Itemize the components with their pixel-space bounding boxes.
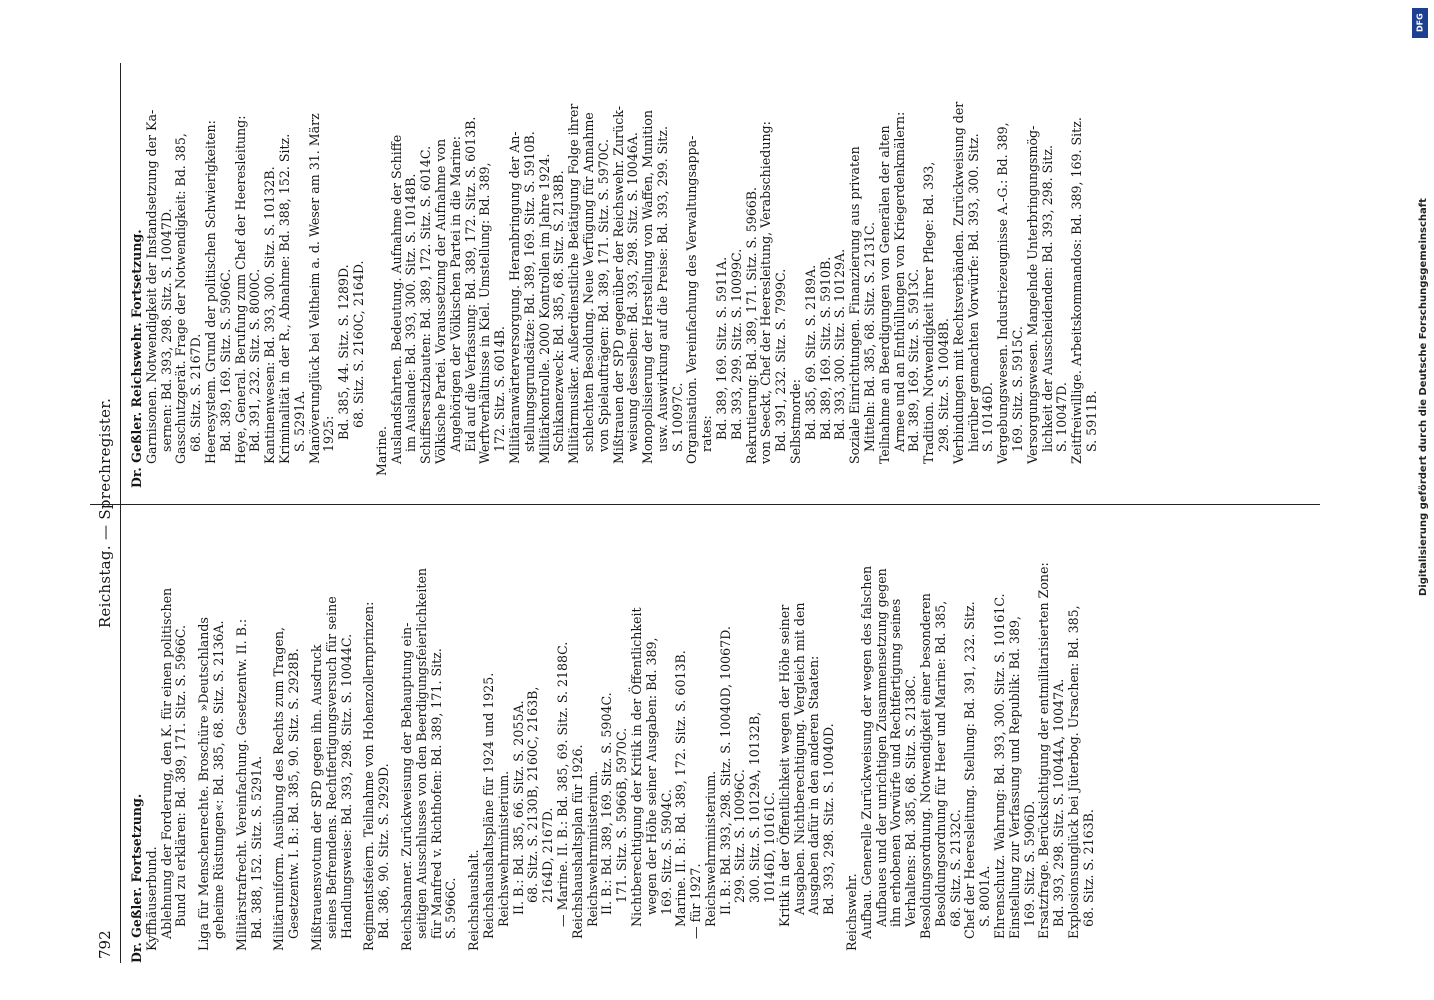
index-line: Gesetzentw. I. B.: Bd. 385, 90. Sitz. S. 2928B. [286,648,302,939]
index-line: Handlungsweise: Bd. 393, 298. Sitz. S. 10044C. [338,633,354,939]
index-line: Monopolisierung der Herstellung von Waffen, Munition [640,109,656,464]
index-line: 298. Sitz. S. 10048B. [936,318,952,452]
index-line: Kyffhäuserbund. [143,846,159,951]
index-line: II. B.: Bd. 389, 169. Sitz. S. 5904C. [599,692,615,915]
index-line: ihn erhobenen Vorwürfe und Rechtfertigung seines [888,598,904,927]
index-line: S. 10146D. [980,382,996,452]
index-line: usw. Auswirkung auf die Preise: Bd. 393, 299. Sitz. [654,125,670,452]
index-line: Rekrutierung: Bd. 389, 171. Sitz. S. 5966B. [743,186,759,464]
index-line: Reichswehrministerium. [495,770,511,927]
index-line: Gasschutzgerät. Frage der Notwendigkeit: Bd. 385, [173,133,189,464]
index-line: — Marine. II. B.: Bd. 385, 69. Sitz. S. 2188C. [554,641,570,927]
index-line: Zeitfreiwillige. Arbeitskommandos: Bd. 389, 169. Sitz. [1069,117,1085,464]
index-line: Bd. 389, 169. Sitz. S. 5913C. [906,268,922,452]
index-line: Selbstmorde: [788,379,804,464]
rotated-document-page [90,63,1320,963]
index-line: Militärkontrolle. 2000 Kontrollen im Jahre 1924. [536,153,552,464]
index-line: 68. Sitz. S. 2160C, 2164D. [350,260,366,428]
entry-heading: Dr. Geßler. Fortsetzung. [129,793,144,963]
index-line: Marine. [373,425,389,476]
index-line: Mißtrauen der SPD gegenüber der Reichswehr. Zurück- [610,106,626,464]
index-line: Ausgaben. Nichtberechtigung. Vergleich mit den [791,602,807,915]
index-line: Heeresystem. Grund der politischen Schwierigkeiten: [202,120,218,464]
index-line: Bd. 386, 90. Sitz. S. 2929D. [376,763,392,939]
index-line: Regimentsfeiern. Teilnahme von Hohenzollernprinzen: [361,601,377,951]
entry-heading: Dr. Geßler. Reichswehr. Fortsetzung. [129,229,144,488]
index-line: 169. Sitz. S. 5915C. [1010,326,1026,452]
index-line: lichkeit der Ausscheidenden: Bd. 393, 298. Sitz. [1039,145,1055,452]
index-line: Teilnahme an Beerdigungen von Generälen der alten [876,125,892,464]
index-line: Reichswehrministerium. [702,770,718,927]
index-line: 299. Sitz. S. 10096C. [732,769,748,903]
index-line: 68. Sitz. S. 2132C. [947,809,963,927]
index-line: Aufbau. Generelle Zurückweisung der wegen des falschen [858,565,874,939]
index-line: 10146D, 10161C. [762,792,778,903]
index-line: Reichswehr. [844,873,860,951]
index-line: schlechten Besoldung. Neue Verfügung für Annahme [580,112,596,452]
index-line: Militärstrafrecht. Vereinfachung. Gesetzentw. II. B.: [233,618,249,951]
index-line: Auslandsfahrten. Bedeutung. Aufnahme der Schiffe [388,134,404,464]
index-line: Kriminalität in der R., Abnahme: Bd. 388, 152. Sitz. [276,133,292,464]
index-line: Bd. 389, 169. Sitz. S. 5911A. [714,256,730,440]
index-line: im Auslande: Bd. 393, 300. Sitz. S. 10148B. [403,173,419,452]
index-line: Vergebungswesen. Industriezeugnisse A.-G.: Bd. 389, [995,122,1011,464]
index-line: Liga für Menschenrechte. Broschüre »Deutschlands [196,617,212,951]
index-line: Militärmusiker. Außerdienstliche Betätigung Folge ihrer [566,103,582,464]
column-divider [90,504,1320,505]
index-line: S. 10097C. [669,382,685,452]
index-line: Angehörigen der Völkischen Partei in die Marine: [447,136,463,452]
index-line: Manöverunglück bei Veltheim a. d. Weser am 31. März [306,113,322,464]
index-line: Explosionsunglück bei Jüterbog. Ursachen: Bd. 385, [1066,605,1082,939]
index-line: — für 1927. [688,863,704,939]
index-line: seines Befremdens. Rechtfertigungsversuch für seine [323,596,339,939]
index-line: Eid auf die Verfassung: Bd. 389, 172. Sitz. S. 6013B. [462,116,478,452]
index-line: Militäruniform. Ausübung des Rechts zum Tragen, [271,626,287,951]
index-line: für Manfred v. Richthofen: Bd. 389, 171. Sitz. [428,648,444,939]
index-line: Ersatzfrage. Berücksichtigung der entmilitarisierten Zone: [1036,562,1052,939]
index-line: Bd. 393, 298. Sitz. S. 10040D. [821,723,837,915]
index-line: Chef der Heeresleitung. Stellung: Bd. 391, 232. Sitz. [962,601,978,939]
index-line: Soziale Einrichtungen. Finanzierung aus privaten [847,146,863,464]
index-line: 68. Sitz. S. 2130B, 2160C, 2163B, [525,686,541,903]
index-line: seitigen Ausschlusses von den Beerdigungsfeierlichkeiten [413,567,429,939]
index-line: Aufbaues und der unrichtigen Zusammensetzung gegen [873,568,889,927]
index-line: 169. Sitz. S. 5904C. [658,789,674,915]
index-line: Bd. 385, 69. Sitz. S. 2189A. [802,264,818,440]
index-line: Bd. 385, 44. Sitz. S. 1289D. [336,264,352,440]
index-line: Heye, General. Berufung zum Chef der Heeresleitung: [232,115,248,464]
index-line: 172. Sitz. S. 6014B. [492,326,508,452]
index-line: wegen der Höhe seiner Ausgaben: Bd. 389, [643,637,659,915]
index-line: rates: [699,415,715,452]
index-line: Verhaltens: Bd. 385, 68. Sitz. S. 2138C. [903,675,919,927]
index-line: Reichsbanner. Zurückweisung der Behauptung ein- [398,622,414,951]
index-line: 300. Sitz. S. 10129A, 10132B, [747,711,763,903]
index-line: Bd. 393, 298. Sitz. S. 10044A, 10047A. [1051,678,1067,927]
index-line: Einstellung zur Verfassung und Republik: Bd. 389, [1006,616,1022,939]
index-line: Versorgungswesen. Mangelnde Unterbringungsmög- [1024,125,1040,464]
index-line: Mißtrauensvotum der SPD gegen ihn. Ausdruck [308,644,324,951]
index-line: Nichtberechtigung der Kritik in der Öffentlichkeit [628,607,644,927]
index-line: S. 10047D. [1054,382,1070,452]
index-line: stellungsgrundsätze: Bd. 389, 169. Sitz. S. 5910B. [521,131,537,452]
index-line: Ablehnung der Forderung, den K. für einen politischen [158,587,174,939]
index-line: Besoldungsordnung für Heer und Marine: Bd. 385, [932,600,948,927]
index-line: geheime Rüstungen«: Bd. 385, 68. Sitz. S. 2136A. [210,620,226,939]
index-line: Verbindungen mit Rechtsverbänden. Zurückweisung der [950,101,966,464]
index-line: 68. Sitz. S. 2163B. [1080,809,1096,927]
index-line: Besoldungsordnung. Notwendigkeit einer besonderen [918,593,934,939]
index-line: Kritik in der Öffentlichkeit wegen der Höhe seiner [776,604,792,927]
index-line: S. 5291A. [291,390,307,452]
index-line: weisung desselben: Bd. 393, 298. Sitz. S. 10046A. [625,132,641,452]
index-line: Reichshaushaltspläne für 1924 und 1925. [480,672,496,939]
index-line: Bd. 389, 169. Sitz. S. 5910B. [817,256,833,440]
index-line: Reichswehrministerium. [584,770,600,927]
index-line: Bd. 393, 300. Sitz. S. 10129A. [832,248,848,440]
index-line: Reichshaushalt. [466,849,482,951]
index-line: 2164D, 2167D. [540,807,556,903]
index-line: S. 5966C. [443,877,459,939]
index-line: 171. Sitz. S. 5966B, 5970C. [614,727,630,903]
index-line: Schiffsersatzbauten: Bd. 389, 172. Sitz. S. 6014C. [418,145,434,464]
index-line: hierüber gemachten Vorwürfe: Bd. 393, 300. Sitz. [965,133,981,452]
right-column [130,48,1100,488]
dfg-logo: DFG [1412,8,1428,38]
index-line: von Seeckt, Chef der Heeresleitung, Verabschiedung: [758,121,774,464]
index-line: Bd. 389, 169. Sitz. S. 5906C. [217,268,233,452]
index-line: Garnisonen. Notwendigkeit der Instandsetzung der Ka- [143,109,159,464]
index-line: Militäranwärterversorgung. Heranbringung der An- [506,131,522,464]
left-column [130,523,1097,963]
index-line: von Spielaufträgen: Bd. 389, 171. Sitz. S. 5970C. [595,139,611,452]
index-line: Völkische Partei. Voraussetzung der Aufnahme von [432,138,448,464]
index-line: S. 5911B. [1084,390,1099,452]
index-line: Ehrenschutz. Wahrung: Bd. 393, 300. Sitz. S. 10161C. [992,593,1008,939]
index-line: Schikanezweck: Bd. 385, 68. Sitz. S. 2138B. [551,170,567,452]
index-line: II. B.: Bd. 385, 66. Sitz. S. 2055A. [510,700,526,915]
running-title: Reichstag. — Sprechregister. [96,397,114,629]
index-line: Organisation. Vereinfachung des Verwaltungsappa- [684,135,700,464]
index-line: II. B.: Bd. 393, 298. Sitz. S. 10040D, 10067D. [717,626,733,915]
index-line: Werftverhältnisse in Kiel. Umstellung: Bd. 389, [477,162,493,464]
page-header [90,63,121,963]
index-line: Bd. 388, 152. Sitz. S. 5291A. [248,755,264,939]
index-line: Bund zu erklären: Bd. 389, 171. Sitz. S. 5966C. [173,625,189,927]
index-line: Armee und an Enthüllungen von Kriegerdenkmälern: [891,111,907,452]
index-line: Bd. 393, 299. Sitz. S. 10099C. [728,248,744,440]
index-line: S. 8001A. [977,865,993,927]
index-line: Ausgaben dafür in den anderen Staaten: [806,655,822,915]
index-line: 68. Sitz. S. 2167D. [188,333,204,452]
index-line: Kantinenwesen: Bd. 393, 300. Sitz. S. 10132B. [262,166,278,464]
digitization-credit: Digitalisierung gefördert durch die Deutsche Forschungsgemeinschaft [1418,198,1429,596]
index-line: Tradition. Notwendigkeit ihrer Pflege: Bd. 393, [921,161,937,464]
index-line: Reichshaushaltsplan für 1926. [569,744,585,939]
index-line: Mitteln: Bd. 385, 68. Sitz. S. 2131C. [862,221,878,452]
index-line: Marine. II. B.: Bd. 389, 172. Sitz. S. 6013B. [673,650,689,927]
index-line: Bd. 391, 232. Sitz. S. 8000C. [247,268,263,452]
index-line: Bd. 391, 232. Sitz. S. 7999C. [773,268,789,452]
index-line: sernen: Bd. 393, 298. Sitz. S. 10047D. [158,208,174,452]
index-line: 169. Sitz. S. 5906D. [1021,800,1037,927]
index-line: 1925: [321,415,337,452]
page-number: 792 [96,930,114,959]
